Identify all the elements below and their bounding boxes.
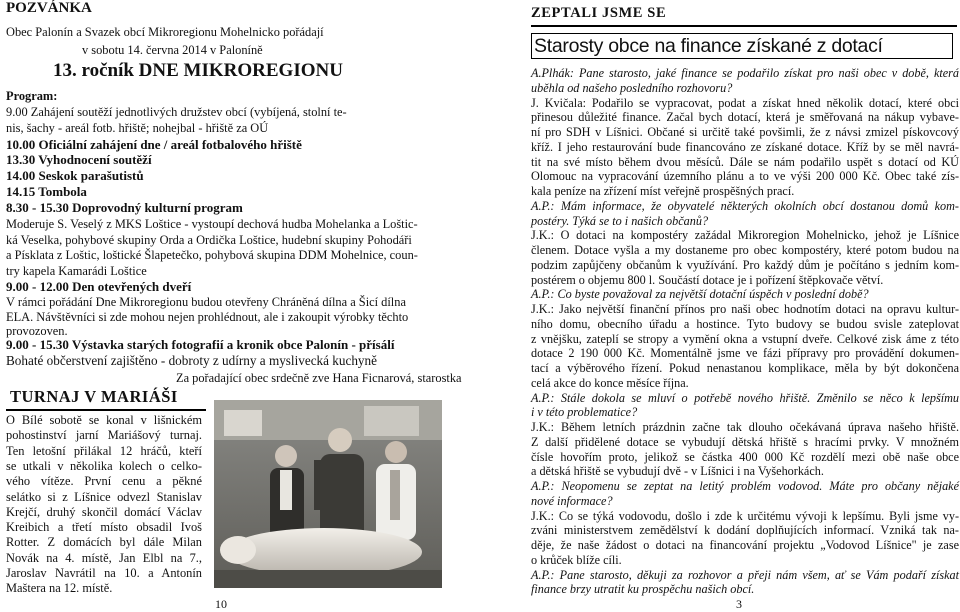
interview-answer-line: o krůček blíže cíli. bbox=[531, 552, 622, 567]
open-day-title: 9.00 - 12.00 Den otevřených dveří bbox=[6, 279, 192, 294]
program-item: 14.00 Seskok parašutistů bbox=[6, 168, 144, 184]
interview-answer-line: zváni ministerstvem zemědělství k dodání doplňujících informací. Vzniká tak na- bbox=[531, 523, 959, 538]
page-heading: POZVÁNKA bbox=[6, 0, 92, 16]
interview-question-line: nové informace? bbox=[531, 493, 613, 508]
interview-question-line: postéry. Týká se to i našich občanů? bbox=[531, 213, 709, 228]
headline-box bbox=[531, 33, 953, 59]
interview-answer-line: Olomouc na vypracování územního plánu a to ve výši 200 000 Kč. Obec také zís- bbox=[531, 169, 959, 184]
moderator-line: Moderuje S. Veselý z MKS Loštice - vystoupí dechová hudba Mohelanka a Loštic- bbox=[6, 217, 418, 231]
interview-answer-line: tit na své místo během dvou měsíců. Dále se nám podařilo uspět s dotací od KÚ bbox=[531, 154, 959, 169]
program-item: 9.00 Zahájení soutěží jednotlivých družstev obcí (vybíjená, stolní te- bbox=[6, 105, 347, 119]
turnaj-line: Novák na 4. místě, Jan Elbl na 7., bbox=[6, 550, 202, 565]
interview-answer-line: ního domu, obecního úřadu a hostince. Tyto budovy se budou svisle zateplovat bbox=[531, 316, 959, 331]
open-day-line: V rámci pořádání Dne Mikroregionu budou otevřeny Chráněná dílna a Šicí dílna bbox=[6, 295, 406, 309]
turnaj-line: selátko si z Líšnice odvezl Stanislav bbox=[6, 489, 202, 504]
turnaj-underline bbox=[6, 409, 206, 411]
intro-date-line: v sobotu 14. června 2014 v Paloníně bbox=[82, 43, 263, 57]
open-day-line: provozoven. bbox=[6, 324, 68, 338]
interview-answer-line: J.K.: Co se týká vodovodu, došlo i zde k určitému vývoji k lepšímu. Byli jsme vy- bbox=[531, 508, 959, 523]
turnaj-line: Krejčí, druhý skončil domácí Václav bbox=[6, 504, 202, 519]
turnaj-line: pohostinství jarní Mariášový turnaj. bbox=[6, 428, 202, 443]
interview-answer-line: podzim zapůjčeny občanům k využívání. Pro každý dům je počítáno s jedním kom- bbox=[531, 257, 959, 272]
turnaj-line: Kreibich a třetí místo obsadil Ivoš bbox=[6, 520, 202, 535]
interview-question-line: A.P.: Co byste považoval za největší dotační úspěch v poslední době? bbox=[531, 287, 869, 302]
program-label: Program: bbox=[6, 89, 58, 103]
intro-line: Obec Palonín a Svazek obcí Mikroregionu Mohelnicko pořádají bbox=[6, 25, 324, 39]
interview-question-line: uběhla od našeho posledního rozhovoru? bbox=[531, 80, 733, 95]
turnaj-line: O Bílé sobotě se konal v lišnickém bbox=[6, 413, 202, 427]
turnaj-line: se utkali v několika kolech o celko- bbox=[6, 458, 202, 473]
refreshment-text: Bohaté občerstvení zajištěno - dobroty z udírny a myslivecká kuchyně bbox=[6, 353, 377, 368]
interview-answer-line: celá akce do konce měsíce října. bbox=[531, 375, 689, 390]
tournament-photo bbox=[214, 400, 442, 588]
interview-answer-line: J.K.: O dotaci na kompostéry zažádal Mikroregion Mohelnicko, jehož je Líšnice bbox=[531, 228, 959, 243]
interview-question-line: A.P.: Stále dokola se mluví o potřebě nového hřiště. Změnilo se něco k lepšímu bbox=[531, 390, 959, 405]
tournament-photo-image bbox=[214, 400, 442, 588]
turnaj-line: Rotter. Z domácích byl dále Milan bbox=[6, 535, 202, 550]
interview-answer-line: Z další přidělené dotace se vybudují dětská hřiště s hracími prvky. V množném bbox=[531, 434, 959, 449]
moderator-line: ká Veselka, pohybové skupiny Orda a Ordička Loštice, hudební skupiny Pohodáři bbox=[6, 232, 412, 247]
interview-headline: Starosty obce na finance získané z dotací bbox=[534, 35, 883, 57]
interview-answer-line: kříž. I jeho restaurování bude financováno ze získané dotace. Kříž by se měl navrá- bbox=[531, 139, 959, 154]
interview-answer-line: čísle hovořím proto, jelikož se částka 400 000 Kč rozdělí mezi obě naše obce bbox=[531, 449, 959, 464]
interview-question-line: A.Plhák: Pane starosto, jaké finance se podařilo získat pro naši obec v době, která bbox=[531, 66, 959, 80]
interview-answer-line: přinesou důležité finance. Začal bych dotací, která je směřovaná na nákup vybave- bbox=[531, 110, 959, 125]
program-item: 10.00 Oficiální zahájení dne / areál fotbalového hřiště bbox=[6, 136, 302, 152]
section-heading: ZEPTALI JSME SE bbox=[531, 5, 667, 21]
page-number-left: 10 bbox=[215, 597, 227, 611]
turnaj-line: Maštera na 12. místě. bbox=[6, 581, 113, 596]
interview-answer-line: z vnějšku, zateplí se stropy a vymění okna a vstupní dveře. Celkové zisk áme z této bbox=[531, 331, 959, 346]
section-rule bbox=[531, 25, 957, 27]
turnaj-line: vého vítěze. První cenu a pěkné bbox=[6, 474, 202, 489]
exhibit-title: 9.00 - 15.30 Výstavka starých fotografií a kronik obce Palonín - přísálí bbox=[6, 337, 395, 352]
interview-answer-line: děje, že naše žádost o dotaci na financování projektu „Vodovod Líšnice" je zase bbox=[531, 538, 959, 552]
signature: Za pořadající obec srdečně zve Hana Ficnarová, starostka bbox=[176, 371, 462, 385]
edition-title: 13. ročník DNE MIKROREGIONU bbox=[53, 60, 343, 81]
moderator-line: try kapela Kamarádi Loštice bbox=[6, 263, 147, 278]
interview-question-line: A.P.: Pane starosto, děkuji za rozhovor a přeji nám všem, ať se Vám podaří získat bbox=[531, 567, 959, 582]
turnaj-line: Ten letošní přilákal 12 hráčů, kteří bbox=[6, 443, 202, 458]
interview-answer-line: J.K.: Jako největší finanční přínos pro naši obec hodnotím dotaci na opravu kultur- bbox=[531, 302, 959, 316]
moderator-line: a Písklata z Loštic, loštické Šlapetečko, pohybová skupina DDM Mohelnice, coun- bbox=[6, 248, 418, 262]
program-item: 8.30 - 15.30 Doprovodný kulturní program bbox=[6, 199, 243, 215]
interview-question-line: i v této problematice? bbox=[531, 405, 638, 420]
open-day-line: ELA. Návštěvníci si zde mohou nejen prohlédnout, ale i zakoupit výrobky těchto bbox=[6, 309, 409, 324]
program-item: 14.15 Tombola bbox=[6, 184, 87, 199]
interview-answer-line: J.K.: Během letních prázdnin začne tak dlouho očekávaná úprava našeho hřiště. bbox=[531, 420, 959, 434]
interview-question-line: finance brzy utratit ku prospěchu našich obcí. bbox=[531, 582, 755, 597]
program-item: 13.30 Vyhodnocení soutěží bbox=[6, 152, 152, 168]
turnaj-line: Jaroslav Navrátil na 10. a Antonín bbox=[6, 566, 202, 580]
turnaj-title: TURNAJ V MARIÁŠI bbox=[10, 387, 178, 406]
page-number-right: 3 bbox=[736, 597, 742, 611]
interview-answer-line: J. Kvičala: Podařilo se vypracovat, podat a získat hned několik dotací, které obci bbox=[531, 95, 959, 110]
interview-answer-line: členem. Dotace vyšla a my dostaneme pro obec kompostéry, které potom budou na bbox=[531, 243, 959, 257]
program-item: nis, šachy - areál fotb. hřiště; nohejbal - hřiště za OÚ bbox=[6, 120, 269, 135]
interview-answer-line: kala peníze na zřízení míst veřejně prospěšných prací. bbox=[531, 184, 795, 198]
interview-answer-line: dotace 2 190 000 Kč. Momentálně jsme ve fázi přípravy pro provádění dokumen- bbox=[531, 346, 959, 361]
interview-answer-line: tací a výběrového řízení. Pokud nenastanou komplikace, měla by být dokončena bbox=[531, 361, 959, 375]
interview-answer-line: postérem o objemu 800 l. Součástí dotace je i pořízení štěpkovače větví. bbox=[531, 272, 884, 287]
interview-answer-line: ní pro SDH v Líšnici. Občané si určitě také povšimli, že z návsi zmizel pískovcový bbox=[531, 125, 959, 139]
interview-answer-line: a dětská hřiště se vybudují dvě - v Líšnici i na Vyšehorkách. bbox=[531, 464, 824, 479]
interview-question-line: A.P.: Neopomenu se zeptat na letitý problém vodovod. Máte pro občany nějaké bbox=[531, 479, 959, 493]
interview-question-line: A.P.: Mám informace, že obyvatelé některých okolních obcí dostanou domů kom- bbox=[531, 198, 959, 213]
